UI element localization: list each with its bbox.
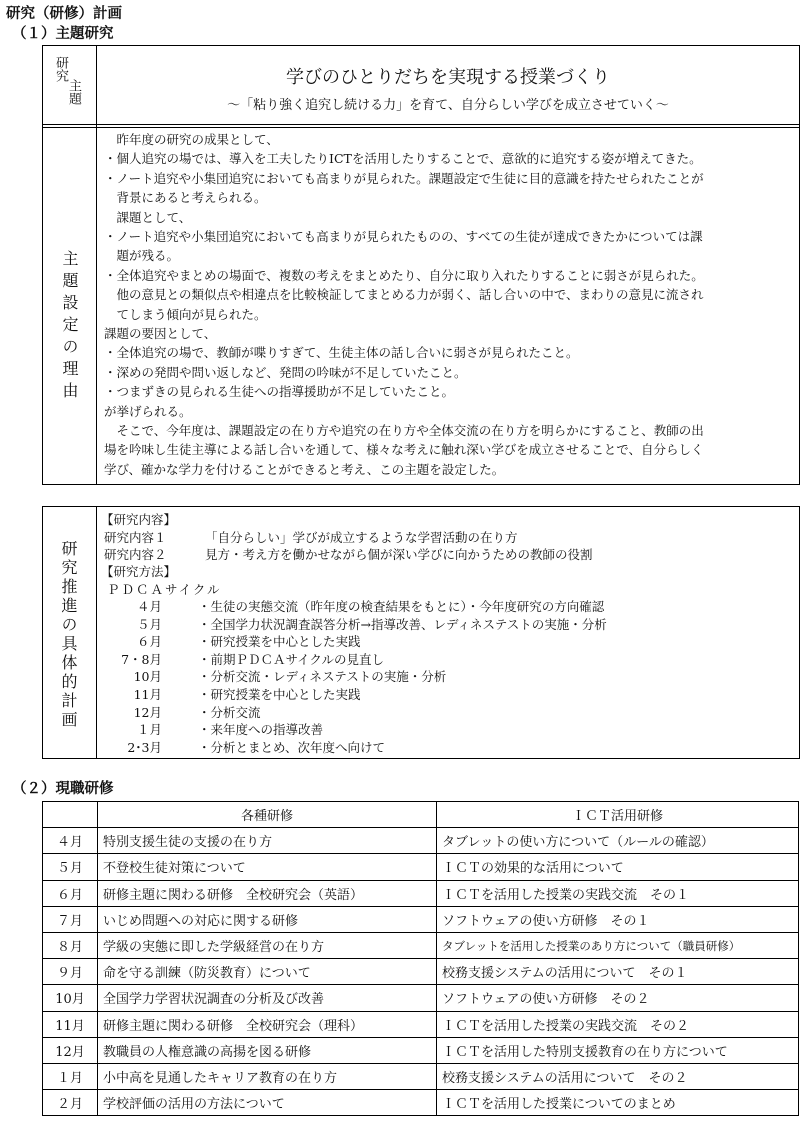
training-general: 研修主題に関わる研修 全校研究会（理科） (98, 1011, 437, 1037)
training-table (42, 801, 799, 1116)
training-month: ５月 (43, 854, 98, 880)
reason-line: 場を吟味し生徒主導による話し合いを通して、様々な考えに触れ深い学びを成立させることで、自分らしく (104, 442, 704, 458)
reason-line: が挙げられる。 (104, 403, 192, 419)
reason-line: 学び、確かな学力を付けることができると考え、この主題を設定した。 (104, 461, 505, 477)
training-ict: ソフトウェアの使い方研修 その２ (437, 985, 799, 1011)
reason-line: 課題として、 (104, 209, 192, 225)
reason-line: 他の意見との類似点や相違点を比較検証してまとめる力が弱く、話し合いの中で、まわりの意見に流され (104, 287, 704, 303)
training-month: ４月 (43, 828, 98, 854)
page-title: 研究（研修）計画 (6, 6, 122, 22)
schedule-item: ・分析交流 (198, 704, 261, 720)
training-general: 研修主題に関わる研修 全校研究会（英語） (98, 880, 437, 906)
training-ict: ＩＣＴを活用した授業の実践交流 その１ (437, 880, 799, 906)
section-heading-in-service-training: （２）現職研修 (12, 781, 114, 797)
training-row (43, 932, 799, 958)
schedule-month: ５月 (136, 616, 162, 632)
training-general: 教職員の人権意識の高揚を図る研修 (98, 1037, 437, 1063)
training-row (43, 1063, 799, 1089)
schedule-month: 7・8月 (121, 651, 162, 667)
training-month: １月 (43, 1063, 98, 1089)
section-heading-theme-research: （１）主題研究 (12, 26, 114, 42)
schedule-item: ・研究授業を中心とした実践 (198, 687, 361, 702)
training-row (43, 1011, 799, 1037)
training-month: ２月 (43, 1090, 98, 1116)
reason-label: 主題設定の理由 (60, 250, 79, 404)
reason-line: ・個人追究の場では、導入を工夫したりICTを活用したりすることで、意欲的に追究する姿が増えてきた。 (104, 151, 702, 167)
theme-title: 学びのひとりだちを実現する授業づくり (286, 67, 610, 88)
schedule-month: 12月 (133, 704, 162, 720)
schedule-month: １月 (136, 722, 162, 738)
training-general: 不登校生徒対策について (98, 854, 437, 880)
schedule-item: ・前期ＰＤＣＡサイクルの見直し (198, 651, 385, 667)
training-ict: ＩＣＴを活用した特別支援教育の在り方について (437, 1037, 799, 1063)
plan-content-header: 【研究内容】 (101, 512, 177, 527)
training-month: 12月 (43, 1037, 98, 1063)
schedule-item: ・研究授業を中心とした実践 (198, 634, 361, 650)
reason-line: 課題の要因として、 (104, 326, 217, 341)
reason-line: ・ノート追究や小集団追究においても高まりが見られた。課題設定で生徒に目的意識を持たせられたことが (104, 170, 704, 186)
plan-content-2-text: 見方・考え方を働かせながら個が深い学びに向かうための教師の役割 (205, 547, 593, 562)
theme-label: 研究 (53, 56, 68, 82)
reason-line: ・全体追究の場で、教師が喋りすぎて、生徒主体の話し合いに弱さが見られたこと。 (104, 345, 579, 361)
plan-method-header: 【研究方法】 (101, 564, 177, 579)
training-month: 10月 (43, 985, 98, 1011)
plan-content-1-no: 研究内容１ (104, 530, 167, 545)
reason-line: ・つまずきの見られる生徒への指導援助が不足していたこと。 (104, 384, 455, 400)
training-header-general: 各種研修 (98, 802, 437, 828)
plan-content-1-text: 「自分らしい」学びが成立するような学習活動の在り方 (205, 530, 518, 545)
reason-line: そこで、今年度は、課題設定の在り方や追究の在り方や全体交流の在り方を明らかにすること、教師の出 (104, 423, 704, 438)
training-general: 学級の実態に即した学級経営の在り方 (98, 932, 437, 958)
theme-subtitle: ～「粘り強く追究し続ける力」を育て、自分らしい学びを成立させていく～ (227, 98, 669, 113)
reason-line: 題が残る。 (104, 248, 180, 264)
training-row (43, 906, 799, 932)
schedule-month: 10月 (133, 669, 162, 685)
reason-line: 背景にあると考えられる。 (104, 190, 267, 206)
training-general: 小中高を見通したキャリア教育の在り方 (98, 1063, 437, 1089)
training-ict: ＩＣＴを活用した授業についてのまとめ (437, 1090, 799, 1116)
training-ict: タブレットの使い方について（ルールの確認） (437, 828, 799, 854)
training-header-month (43, 802, 98, 828)
training-month: 11月 (43, 1011, 98, 1037)
training-ict: タブレットを活用した授業のあり方について（職員研修） (437, 932, 799, 958)
schedule-item: ・生徒の実態交流（昨年度の検査結果をもとに）・今年度研究の方向確認 (198, 599, 605, 614)
schedule-month: 11月 (133, 687, 162, 702)
training-month: ７月 (43, 906, 98, 932)
training-row (43, 959, 799, 985)
schedule-month: 2･3月 (127, 739, 162, 755)
training-header-row (43, 802, 799, 828)
training-general: 命を守る訓練（防災教育）について (98, 959, 437, 985)
training-row (43, 828, 799, 854)
training-general: 全国学力学習状況調査の分析及び改善 (98, 985, 437, 1011)
plan-method-name: ＰＤＣＡサイクル (107, 582, 222, 597)
reason-line: ・ノート追究や小集団追究においても高まりが見られたものの、すべての生徒が達成できたかについては課 (104, 229, 703, 244)
training-row (43, 854, 799, 880)
schedule-item: ・分析とまとめ、次年度へ向けて (198, 739, 386, 755)
training-row (43, 985, 799, 1011)
training-ict: ＩＣＴの効果的な活用について (437, 854, 799, 880)
training-general: 特別支援生徒の支援の在り方 (98, 828, 437, 854)
training-general: 学校評価の活用の方法について (98, 1090, 437, 1116)
training-row (43, 1037, 799, 1063)
training-month: ８月 (43, 932, 98, 958)
plan-label: 研究推進の具体的計画 (59, 540, 78, 730)
plan-content-2-no: 研究内容２ (104, 547, 167, 562)
training-header-ict: ＩＣＴ活用研修 (437, 802, 799, 828)
reason-line: ・深めの発問や問い返しなど、発問の吟味が不足していたこと。 (104, 364, 467, 380)
theme-label-2: 主題 (66, 79, 81, 105)
reason-line: 昨年度の研究の成果として、 (104, 132, 279, 147)
training-month: ６月 (43, 880, 98, 906)
training-ict: 校務支援システムの活用について その１ (437, 959, 799, 985)
schedule-item: ・分析交流・レディネステストの実施・分析 (198, 669, 447, 685)
reason-line: てしまう傾向が見られた。 (104, 306, 267, 322)
schedule-month: ６月 (136, 634, 162, 650)
schedule-month: ４月 (136, 599, 162, 614)
training-row (43, 1090, 799, 1116)
training-ict: ソフトウェアの使い方研修 その１ (437, 906, 799, 932)
training-month: ９月 (43, 959, 98, 985)
reason-line: ・全体追究やまとめの場面で、複数の考えをまとめたり、自分に取り入れたりすることに弱さが見られた。 (104, 267, 704, 283)
training-general: いじめ問題への対応に関する研修 (98, 906, 437, 932)
schedule-item: ・全国学力状況調査誤答分析→指導改善、レディネステストの実施・分析 (198, 616, 607, 632)
training-row (43, 880, 799, 906)
training-ict: ＩＣＴを活用した授業の実践交流 その２ (437, 1011, 799, 1037)
schedule-item: ・来年度への指導改善 (198, 722, 324, 738)
training-ict: 校務支援システムの活用について その２ (437, 1063, 799, 1089)
